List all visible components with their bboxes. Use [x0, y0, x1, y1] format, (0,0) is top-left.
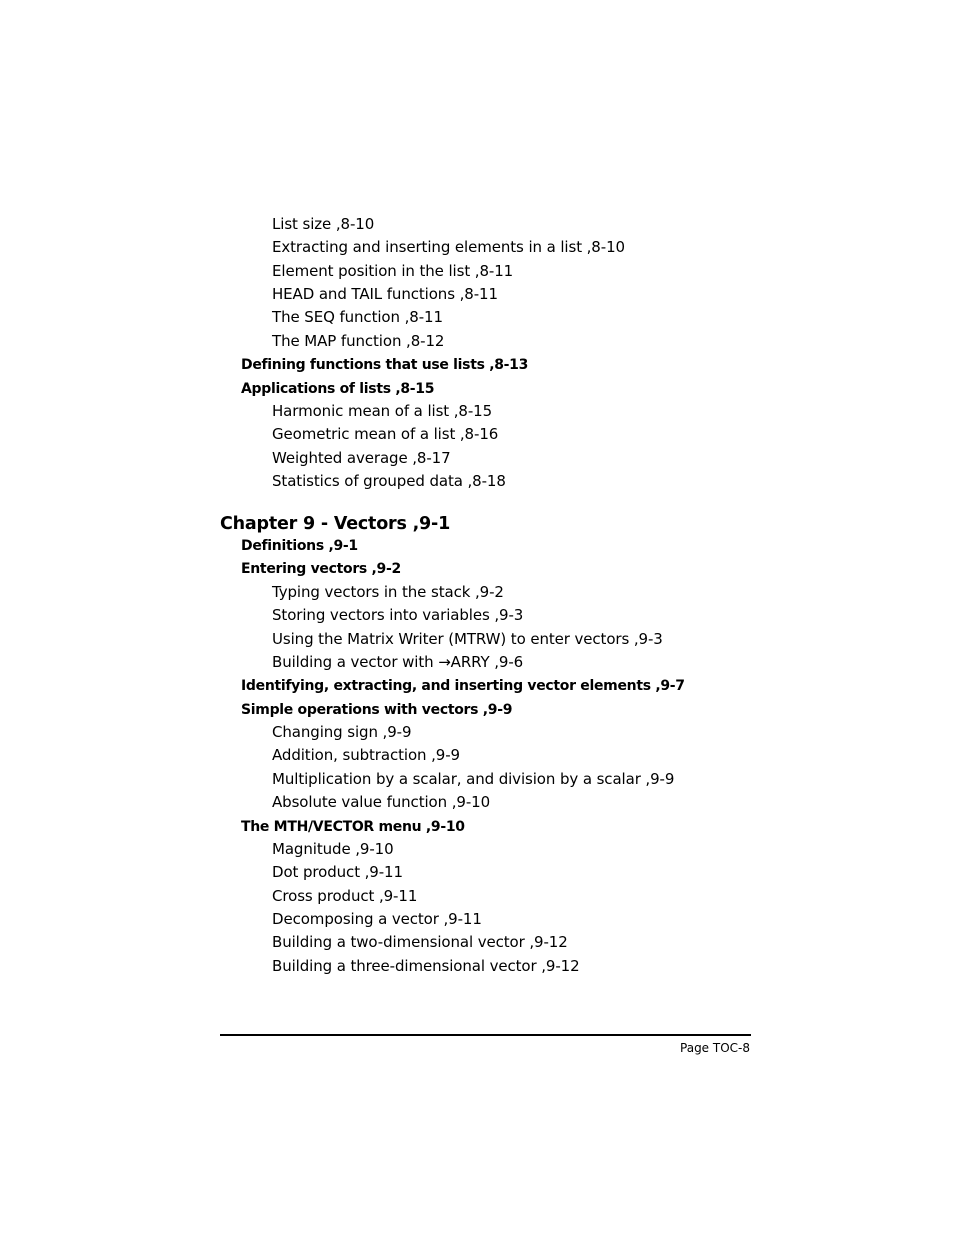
toc-section-heading: Simple operations with vectors ,9-9	[241, 702, 513, 718]
toc-section-heading: Entering vectors ,9-2	[241, 561, 401, 577]
toc-section-heading: Applications of lists ,8-15	[241, 381, 435, 397]
toc-entry: List size ,8-10	[272, 215, 375, 233]
toc-section-heading: Identifying, extracting, and inserting vector elements ,9-7	[241, 678, 685, 694]
toc-section-heading: Definitions ,9-1	[241, 538, 358, 554]
page-number: Page TOC-8	[680, 1041, 750, 1055]
toc-entry: The SEQ function ,8-11	[272, 308, 443, 326]
toc-section-heading: The MTH/VECTOR menu ,9-10	[241, 819, 465, 835]
toc-entry: Addition, subtraction ,9-9	[272, 746, 460, 764]
toc-entry: Multiplication by a scalar, and division by a scalar ,9-9	[272, 770, 675, 788]
toc-entry: Changing sign ,9-9	[272, 723, 412, 741]
toc-section-heading: Defining functions that use lists ,8-13	[241, 357, 529, 373]
toc-entry: Geometric mean of a list ,8-16	[272, 425, 499, 443]
toc-entry: Building a three-dimensional vector ,9-12	[272, 957, 580, 975]
toc-entry: Extracting and inserting elements in a list ,8-10	[272, 238, 625, 256]
toc-entry: Storing vectors into variables ,9-3	[272, 606, 524, 624]
toc-entry: Element position in the list ,8-11	[272, 262, 514, 280]
toc-entry: Cross product ,9-11	[272, 887, 418, 905]
toc-entry: The MAP function ,8-12	[272, 332, 445, 350]
toc-entry: Typing vectors in the stack ,9-2	[272, 583, 504, 601]
toc-chapter-heading: Chapter 9 - Vectors ,9-1	[220, 514, 451, 534]
toc-entry: HEAD and TAIL functions ,8-11	[272, 285, 498, 303]
toc-entry: Magnitude ,9-10	[272, 840, 394, 858]
toc-entry: Statistics of grouped data ,8-18	[272, 472, 506, 490]
toc-entry: Building a two-dimensional vector ,9-12	[272, 933, 568, 951]
toc-entry: Decomposing a vector ,9-11	[272, 910, 482, 928]
toc-entry: Using the Matrix Writer (MTRW) to enter vectors ,9-3	[272, 630, 663, 648]
toc-entry: Weighted average ,8-17	[272, 449, 451, 467]
footer-divider	[220, 1034, 751, 1036]
toc-entry: Harmonic mean of a list ,8-15	[272, 402, 493, 420]
toc-entry: Absolute value function ,9-10	[272, 793, 491, 811]
toc-entry: Dot product ,9-11	[272, 863, 403, 881]
toc-entry: Building a vector with →ARRY ,9-6	[272, 653, 524, 671]
